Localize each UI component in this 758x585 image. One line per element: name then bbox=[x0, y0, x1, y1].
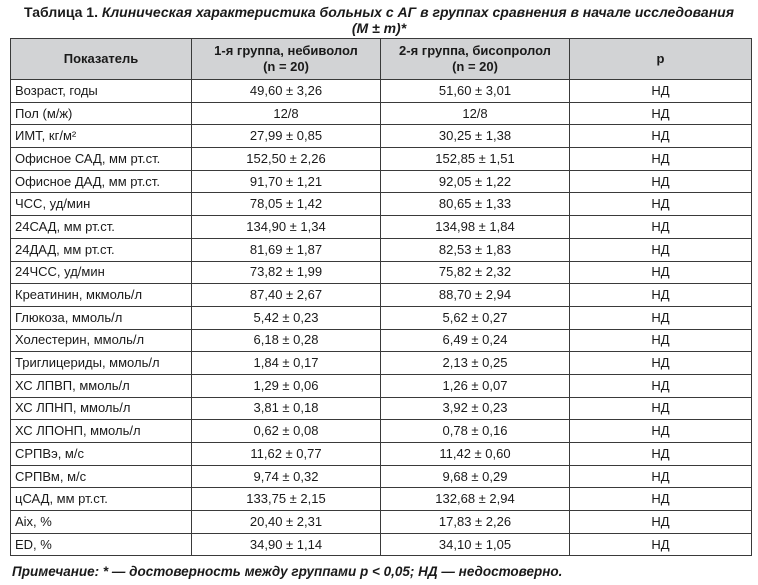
row-indicator-cell: Глюкоза, ммоль/л bbox=[11, 306, 192, 329]
row-group-2-cell: 51,60 ± 3,01 bbox=[381, 80, 570, 103]
header-row bbox=[11, 39, 752, 80]
row-p-cell: НД bbox=[570, 511, 752, 534]
table-row bbox=[11, 216, 752, 239]
header-group-2-n: (n = 20) bbox=[452, 59, 498, 74]
table-row bbox=[11, 125, 752, 148]
row-indicator-cell: ED, % bbox=[11, 533, 192, 556]
row-p-cell: НД bbox=[570, 216, 752, 239]
table-row bbox=[11, 238, 752, 261]
row-group-1-cell: 1,84 ± 0,17 bbox=[192, 352, 381, 375]
caption-line-1 bbox=[8, 4, 750, 20]
row-p-cell: НД bbox=[570, 238, 752, 261]
row-group-2-cell: 92,05 ± 1,22 bbox=[381, 170, 570, 193]
header-indicator: Показатель bbox=[11, 39, 192, 80]
caption-label: Таблица 1. bbox=[24, 4, 98, 20]
row-p-cell: НД bbox=[570, 443, 752, 466]
row-indicator-cell: Офисное ДАД, мм рт.ст. bbox=[11, 170, 192, 193]
row-group-2-cell: 134,98 ± 1,84 bbox=[381, 216, 570, 239]
row-indicator-cell: ЧСС, уд/мин bbox=[11, 193, 192, 216]
row-indicator-cell: Холестерин, ммоль/л bbox=[11, 329, 192, 352]
table-body bbox=[11, 80, 752, 556]
table-row bbox=[11, 102, 752, 125]
row-p-cell: НД bbox=[570, 261, 752, 284]
table-caption bbox=[8, 4, 750, 36]
caption-text: Клиническая характеристика больных с АГ в группах сравнения в начале исследования bbox=[97, 4, 734, 20]
row-indicator-cell: Офисное САД, мм рт.ст. bbox=[11, 148, 192, 171]
row-indicator-cell: цСАД, мм рт.ст. bbox=[11, 488, 192, 511]
row-p-cell: НД bbox=[570, 170, 752, 193]
row-indicator-cell: Aix, % bbox=[11, 511, 192, 534]
row-group-2-cell: 12/8 bbox=[381, 102, 570, 125]
row-group-1-cell: 49,60 ± 3,26 bbox=[192, 80, 381, 103]
row-group-1-cell: 91,70 ± 1,21 bbox=[192, 170, 381, 193]
table-row bbox=[11, 284, 752, 307]
row-group-1-cell: 6,18 ± 0,28 bbox=[192, 329, 381, 352]
table-row bbox=[11, 329, 752, 352]
row-indicator-cell: СРПВэ, м/с bbox=[11, 443, 192, 466]
row-group-2-cell: 3,92 ± 0,23 bbox=[381, 397, 570, 420]
row-group-1-cell: 11,62 ± 0,77 bbox=[192, 443, 381, 466]
row-p-cell: НД bbox=[570, 193, 752, 216]
row-p-cell: НД bbox=[570, 329, 752, 352]
row-p-cell: НД bbox=[570, 352, 752, 375]
row-p-cell: НД bbox=[570, 306, 752, 329]
table-row bbox=[11, 511, 752, 534]
table-row bbox=[11, 465, 752, 488]
row-group-1-cell: 81,69 ± 1,87 bbox=[192, 238, 381, 261]
row-group-1-cell: 133,75 ± 2,15 bbox=[192, 488, 381, 511]
row-group-2-cell: 1,26 ± 0,07 bbox=[381, 374, 570, 397]
row-indicator-cell: Триглицериды, ммоль/л bbox=[11, 352, 192, 375]
row-group-2-cell: 5,62 ± 0,27 bbox=[381, 306, 570, 329]
row-group-2-cell: 9,68 ± 0,29 bbox=[381, 465, 570, 488]
row-indicator-cell: ХС ЛПВП, ммоль/л bbox=[11, 374, 192, 397]
row-indicator-cell: ХС ЛПНП, ммоль/л bbox=[11, 397, 192, 420]
table-row bbox=[11, 420, 752, 443]
row-group-1-cell: 20,40 ± 2,31 bbox=[192, 511, 381, 534]
row-group-1-cell: 3,81 ± 0,18 bbox=[192, 397, 381, 420]
table-row bbox=[11, 352, 752, 375]
row-group-1-cell: 5,42 ± 0,23 bbox=[192, 306, 381, 329]
table-row bbox=[11, 488, 752, 511]
row-indicator-cell: ИМТ, кг/м² bbox=[11, 125, 192, 148]
table-row bbox=[11, 306, 752, 329]
header-p: p bbox=[570, 39, 752, 80]
row-p-cell: НД bbox=[570, 533, 752, 556]
row-group-1-cell: 12/8 bbox=[192, 102, 381, 125]
table-row bbox=[11, 443, 752, 466]
row-p-cell: НД bbox=[570, 488, 752, 511]
row-group-2-cell: 30,25 ± 1,38 bbox=[381, 125, 570, 148]
row-p-cell: НД bbox=[570, 397, 752, 420]
row-indicator-cell: Пол (м/ж) bbox=[11, 102, 192, 125]
header-group-2 bbox=[381, 39, 570, 80]
row-group-2-cell: 80,65 ± 1,33 bbox=[381, 193, 570, 216]
row-group-1-cell: 152,50 ± 2,26 bbox=[192, 148, 381, 171]
row-p-cell: НД bbox=[570, 465, 752, 488]
table-row bbox=[11, 374, 752, 397]
row-group-2-cell: 34,10 ± 1,05 bbox=[381, 533, 570, 556]
row-p-cell: НД bbox=[570, 420, 752, 443]
row-group-2-cell: 6,49 ± 0,24 bbox=[381, 329, 570, 352]
row-p-cell: НД bbox=[570, 125, 752, 148]
row-indicator-cell: СРПВм, м/с bbox=[11, 465, 192, 488]
row-group-1-cell: 1,29 ± 0,06 bbox=[192, 374, 381, 397]
header-group-1 bbox=[192, 39, 381, 80]
row-indicator-cell: 24САД, мм рт.ст. bbox=[11, 216, 192, 239]
table-row bbox=[11, 170, 752, 193]
row-group-2-cell: 11,42 ± 0,60 bbox=[381, 443, 570, 466]
row-p-cell: НД bbox=[570, 80, 752, 103]
row-indicator-cell: 24ЧСС, уд/мин bbox=[11, 261, 192, 284]
table-row bbox=[11, 261, 752, 284]
header-group-1-title: 1-я группа, небиволол bbox=[214, 43, 358, 58]
header-group-1-n: (n = 20) bbox=[263, 59, 309, 74]
row-indicator-cell: 24ДАД, мм рт.ст. bbox=[11, 238, 192, 261]
row-p-cell: НД bbox=[570, 148, 752, 171]
row-indicator-cell: ХС ЛПОНП, ммоль/л bbox=[11, 420, 192, 443]
table-row bbox=[11, 533, 752, 556]
row-group-2-cell: 17,83 ± 2,26 bbox=[381, 511, 570, 534]
row-group-2-cell: 88,70 ± 2,94 bbox=[381, 284, 570, 307]
row-group-2-cell: 2,13 ± 0,25 bbox=[381, 352, 570, 375]
row-group-1-cell: 87,40 ± 2,67 bbox=[192, 284, 381, 307]
row-indicator-cell: Креатинин, мкмоль/л bbox=[11, 284, 192, 307]
table-row bbox=[11, 148, 752, 171]
row-group-2-cell: 152,85 ± 1,51 bbox=[381, 148, 570, 171]
table-header bbox=[11, 39, 752, 80]
row-group-1-cell: 0,62 ± 0,08 bbox=[192, 420, 381, 443]
row-group-2-cell: 0,78 ± 0,16 bbox=[381, 420, 570, 443]
row-group-2-cell: 132,68 ± 2,94 bbox=[381, 488, 570, 511]
row-p-cell: НД bbox=[570, 102, 752, 125]
row-group-1-cell: 27,99 ± 0,85 bbox=[192, 125, 381, 148]
table-row bbox=[11, 80, 752, 103]
table-row bbox=[11, 193, 752, 216]
row-group-2-cell: 75,82 ± 2,32 bbox=[381, 261, 570, 284]
table-row bbox=[11, 397, 752, 420]
row-group-1-cell: 34,90 ± 1,14 bbox=[192, 533, 381, 556]
row-group-1-cell: 9,74 ± 0,32 bbox=[192, 465, 381, 488]
header-group-2-title: 2-я группа, бисопролол bbox=[399, 43, 551, 58]
caption-subtext: (M ± m)* bbox=[351, 20, 407, 36]
row-p-cell: НД bbox=[570, 284, 752, 307]
row-indicator-cell: Возраст, годы bbox=[11, 80, 192, 103]
row-group-1-cell: 78,05 ± 1,42 bbox=[192, 193, 381, 216]
row-group-1-cell: 134,90 ± 1,34 bbox=[192, 216, 381, 239]
row-group-1-cell: 73,82 ± 1,99 bbox=[192, 261, 381, 284]
table-note: Примечание: * — достоверность между группами p < 0,05; НД — недостоверно. bbox=[12, 564, 563, 579]
row-p-cell: НД bbox=[570, 374, 752, 397]
clinical-characteristics-table bbox=[10, 38, 752, 556]
row-group-2-cell: 82,53 ± 1,83 bbox=[381, 238, 570, 261]
